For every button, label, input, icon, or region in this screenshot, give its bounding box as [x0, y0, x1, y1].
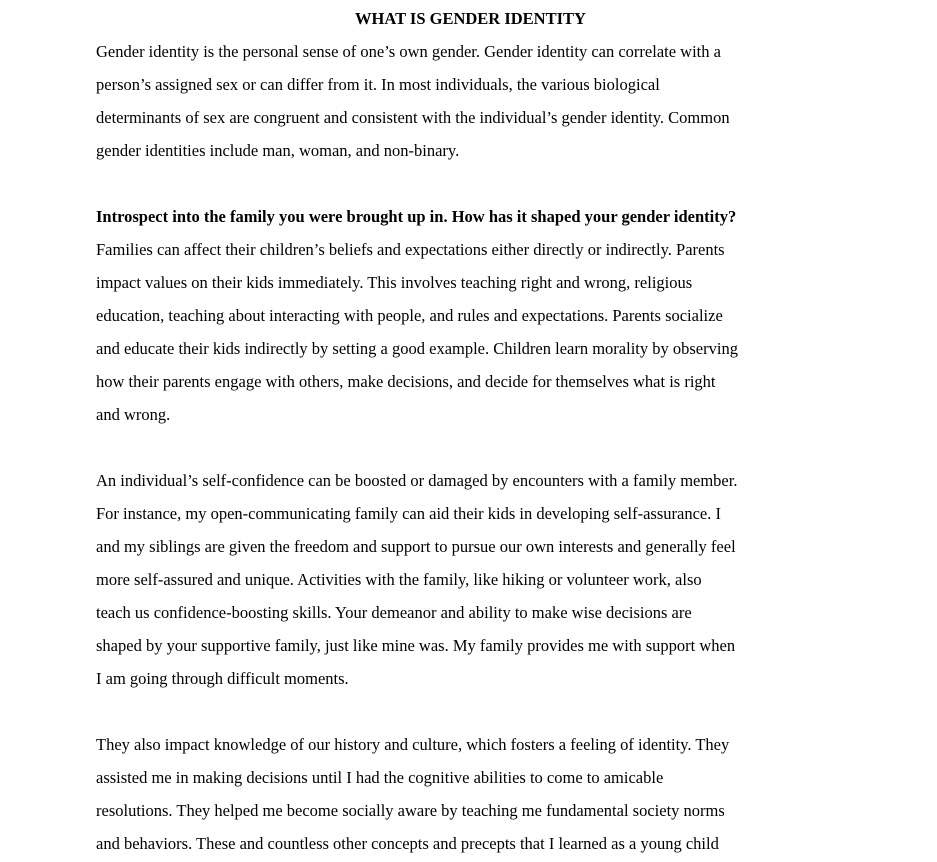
text-line: resolutions. They helped me become socially aware by teaching me fundamental society norms	[96, 801, 725, 820]
section-heading: Introspect into the family you were brought up in. How has it shaped your gender identity?	[96, 207, 737, 226]
text-line: gender identities include man, woman, and non-binary.	[96, 141, 460, 160]
text-line: impact values on their kids immediately. This involves teaching right and wrong, religious	[96, 273, 693, 292]
text-line: person’s assigned sex or can differ from it. In most individuals, the various biological	[96, 75, 660, 94]
text-line: They also impact knowledge of our history and culture, which fosters a feeling of identity. They	[96, 735, 730, 754]
blank-line	[96, 695, 937, 728]
text-line: determinants of sex are congruent and consistent with the individual’s gender identity. Common	[96, 108, 730, 127]
text-line: shaped by your supportive family, just like mine was. My family provides me with support when	[96, 636, 736, 655]
text-line: Families can affect their children’s beliefs and expectations either directly or indirectly. Parents	[96, 240, 725, 259]
text-line: For instance, my open-communicating family can aid their kids in developing self-assurance. I	[96, 504, 721, 523]
paragraph	[96, 464, 937, 695]
paragraph	[96, 728, 937, 860]
text-line: how their parents engage with others, make decisions, and decide for themselves what is right	[96, 372, 716, 391]
paragraph	[96, 35, 937, 167]
text-line: An individual’s self-confidence can be boosted or damaged by encounters with a family member.	[96, 471, 738, 490]
paragraph	[96, 233, 937, 431]
text-line: Gender identity is the personal sense of one’s own gender. Gender identity can correlate with a	[96, 42, 721, 61]
text-line: and my siblings are given the freedom and support to pursue our own interests and generally feel	[96, 537, 736, 556]
blank-line	[96, 167, 937, 200]
text-line: and wrong.	[96, 405, 171, 424]
document-title: WHAT IS GENDER IDENTITY	[355, 9, 586, 28]
text-line: more self-assured and unique. Activities with the family, like hiking or volunteer work, also	[96, 570, 702, 589]
text-line: teach us confidence-boosting skills. Your demeanor and ability to make wise decisions are	[96, 603, 692, 622]
text-line: I am going through difficult moments.	[96, 669, 349, 688]
text-line: and behaviors. These and countless other concepts and precepts that I learned as a young child	[96, 834, 719, 853]
text-line: assisted me in making decisions until I had the cognitive abilities to come to amicable	[96, 768, 664, 787]
blank-line	[96, 431, 937, 464]
text-line: education, teaching about interacting with people, and rules and expectations. Parents socialize	[96, 306, 723, 325]
text-line: and educate their kids indirectly by setting a good example. Children learn morality by observing	[96, 339, 738, 358]
